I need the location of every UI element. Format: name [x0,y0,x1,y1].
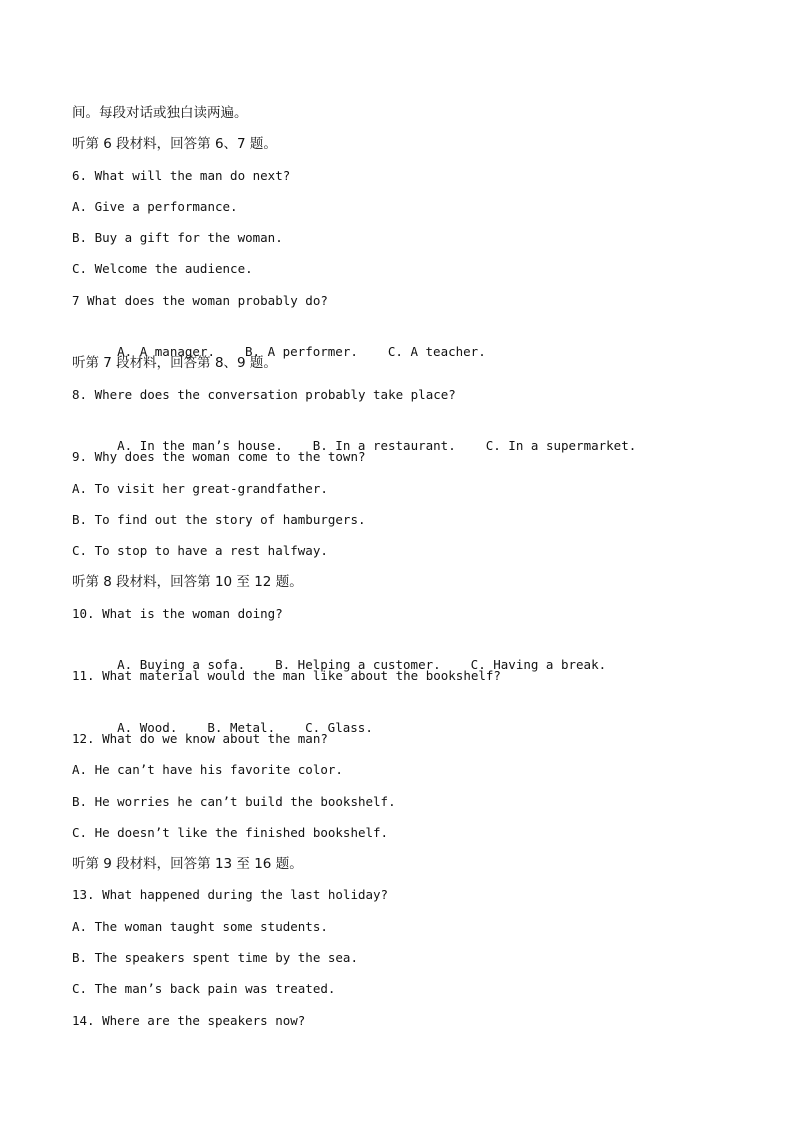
option-line: B. Buy a gift for the woman. [72,230,283,246]
option-c: C. Glass. [305,719,373,735]
option-line: A. He can’t have his favorite color. [72,762,343,778]
options-row-8 [72,416,762,453]
question-10: 10. What is the woman doing? [72,605,283,621]
option-line: A. Give a performance. [72,198,238,214]
question-6: 6. What will the man do next? [72,167,291,183]
option-line: C. He doesn’t like the finished bookshelf. [72,824,389,840]
question-9: 9. Why does the woman come to the town? [72,449,366,465]
section-heading: 听第 6 段材料，回答第 6、7 题。 [72,136,277,153]
question-12: 12. What do we know about the man? [72,730,328,746]
option-line: C. The man’s back pain was treated. [72,981,336,997]
options-row-7 [72,322,762,360]
instruction-line: 间。每段对话或独白读两遍。 [72,105,248,121]
question-list [72,103,762,1042]
option-a: A. Buying a sofa. [117,657,246,673]
question-11: 11. What material would the man like about the bookshelf? [72,668,501,684]
option-line: C. Welcome the audience. [72,261,253,277]
option-line: B. To find out the story of hamburgers. [72,511,366,527]
option-line: B. The speakers spent time by the sea. [72,950,358,966]
option-b: B. In a restaurant. [312,437,456,453]
section-heading: 听第 7 段材料，回答第 8、9 题。 [72,355,277,372]
option-b: B. Helping a customer. [275,657,441,673]
option-c: C. In a supermarket. [485,437,637,453]
option-line: A. To visit her great-grandfather. [72,480,328,496]
options-row-11 [72,698,762,735]
question-14: 14. Where are the speakers now? [72,1012,306,1028]
options-row-10 [72,635,762,673]
option-a: A. In the man’s house. [117,437,283,453]
section-heading: 听第 8 段材料，回答第 10 至 12 题。 [72,574,303,591]
option-line: A. The woman taught some students. [72,918,328,934]
option-c: C. Having a break. [470,657,607,673]
question-13: 13. What happened during the last holiday? [72,887,389,903]
option-c: C. A teacher. [387,344,486,360]
question-8: 8. Where does the conversation probably take place? [72,386,456,402]
section-heading: 听第 9 段材料，回答第 13 至 16 题。 [72,856,303,873]
option-a: A. Wood. [117,719,178,735]
option-line: C. To stop to have a rest halfway. [72,543,328,559]
option-b: B. A performer. [245,344,358,360]
question-7: 7 What does the woman probably do? [72,292,328,308]
option-b: B. Metal. [207,719,276,735]
option-line: B. He worries he can’t build the bookshelf. [72,793,396,809]
option-a: A. A manager. [117,344,215,360]
